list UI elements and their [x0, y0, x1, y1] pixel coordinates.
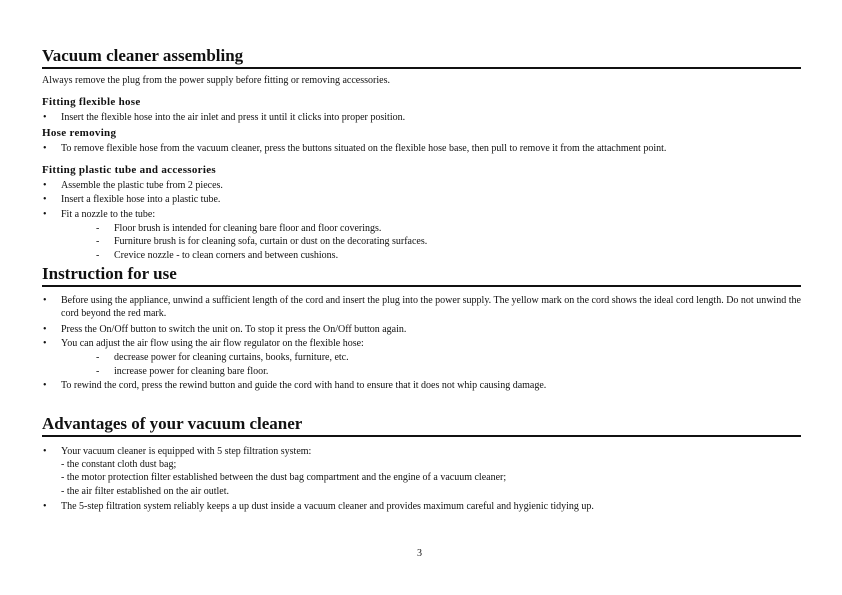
bullet: •	[43, 112, 47, 123]
subheading-hose-removing: Hose removing	[42, 127, 117, 139]
bullet: •	[43, 446, 47, 457]
dash: -	[96, 236, 100, 247]
sub-line: - the motor protection filter established between the dust bag compartment and the engine of a vacuum cleaner;	[61, 472, 507, 483]
bullet: •	[43, 295, 47, 306]
list-item: You can adjust the air flow using the air flow regulator on the flexible hose:	[61, 338, 364, 349]
list-item: Press the On/Off button to switch the unit on. To stop it press the On/Off button again.	[61, 324, 407, 335]
bullet: •	[43, 501, 47, 512]
dash: -	[96, 250, 100, 261]
dash: -	[96, 223, 100, 234]
sub-line: - the air filter established on the air outlet.	[61, 486, 229, 497]
sub-list-item: Floor brush is intended for cleaning bare floor and floor coverings.	[114, 223, 382, 234]
page-number: 3	[417, 548, 422, 559]
bullet: •	[43, 180, 47, 191]
subheading-fitting-tube: Fitting plastic tube and accessories	[42, 164, 216, 176]
section-title-instruction: Instruction for use	[42, 264, 177, 283]
sub-list-item: increase power for cleaning bare floor.	[114, 366, 269, 377]
list-item: To remove flexible hose from the vacuum cleaner, press the buttons situated on the flexible hose base, then pull to remove it from the attachment point.	[61, 143, 667, 154]
dash: -	[96, 352, 100, 363]
list-item: Fit a nozzle to the tube:	[61, 209, 156, 220]
list-item: The 5-step filtration system reliably keeps a up dust inside a vacuum cleaner and provides maximum careful and hygienic tidying up.	[61, 501, 594, 512]
section-title-assembling: Vacuum cleaner assembling	[42, 46, 244, 65]
bullet: •	[43, 194, 47, 205]
bullet: •	[43, 209, 47, 220]
list-item: Insert the flexible hose into the air inlet and press it until it clicks into proper position.	[61, 112, 406, 123]
section-title-advantages: Advantages of your vacuum cleaner	[42, 414, 303, 433]
sub-line: - the constant cloth dust bag;	[61, 459, 177, 470]
sub-list-item: Crevice nozzle - to clean corners and between cushions.	[114, 250, 339, 261]
sub-list-item: Furniture brush is for cleaning sofa, curtain or dust on the decorating surfaces.	[114, 236, 428, 247]
section-rule	[42, 285, 801, 287]
list-item: Your vacuum cleaner is equipped with 5 step filtration system:	[61, 446, 312, 457]
list-item: Before using the appliance, unwind a sufficient length of the cord and insert the plug into the power supply. The yellow mark on the cord shows the ideal cord length. Do not unwind the cord beyond the red mark.	[61, 295, 801, 319]
list-item: Insert a flexible hose into a plastic tube.	[61, 194, 221, 205]
bullet: •	[43, 338, 47, 349]
section-rule	[42, 435, 801, 437]
section-rule	[42, 67, 801, 69]
bullet: •	[43, 324, 47, 335]
bullet: •	[43, 380, 47, 391]
dash: -	[96, 366, 100, 377]
assembling-intro: Always remove the plug from the power supply before fitting or removing accessories.	[42, 75, 390, 86]
list-item: To rewind the cord, press the rewind button and guide the cord with hand to ensure that it does not whip causing damage.	[61, 380, 547, 391]
subheading-fitting-hose: Fitting flexible hose	[42, 96, 141, 108]
list-item: Assemble the plastic tube from 2 pieces.	[61, 180, 223, 191]
bullet: •	[43, 143, 47, 154]
sub-list-item: decrease power for cleaning curtains, books, furniture, etc.	[114, 352, 349, 363]
